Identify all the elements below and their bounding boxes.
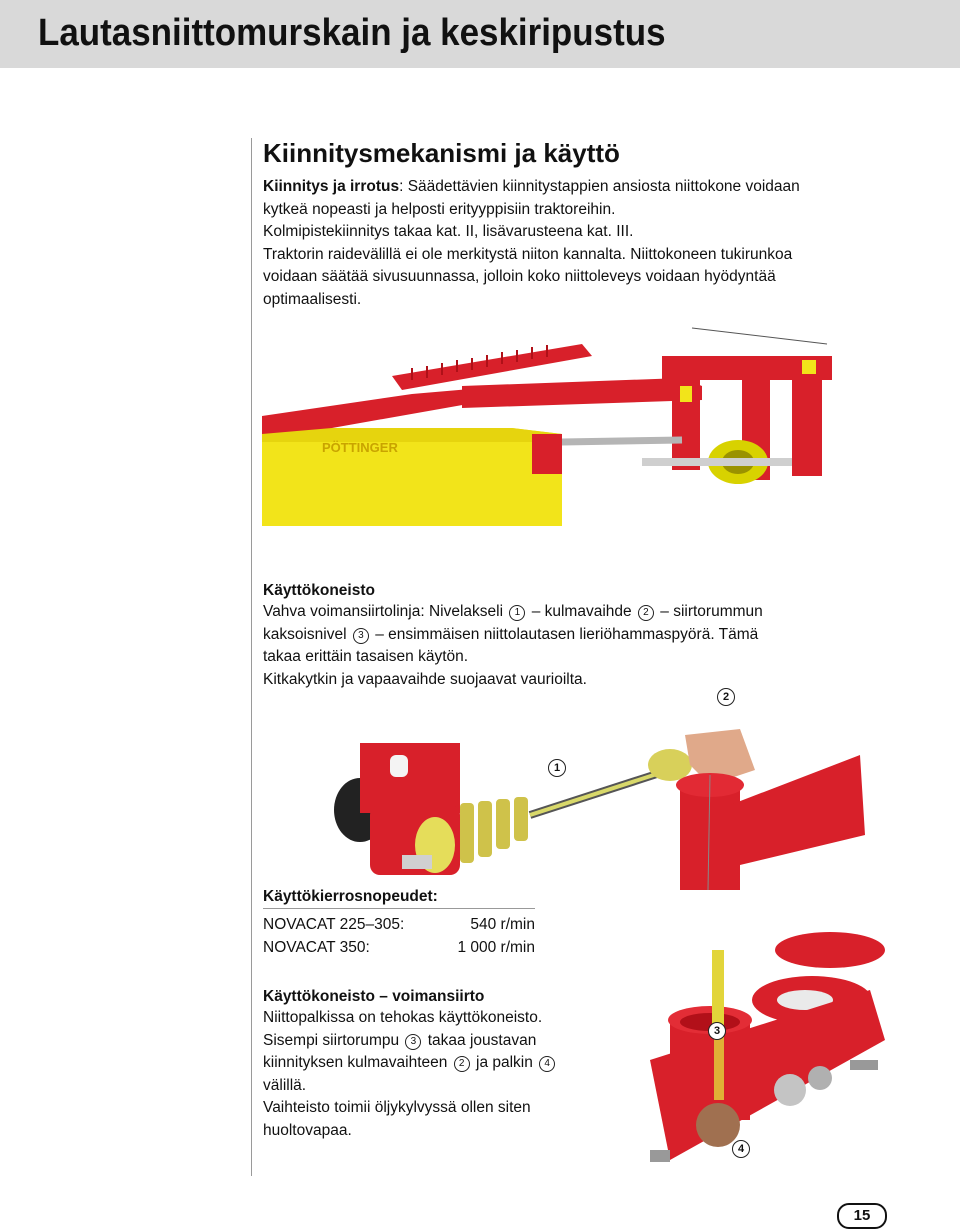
section-heading-transmission: Käyttökoneisto – voimansiirto xyxy=(263,988,485,1005)
callout-marker-4: 4 xyxy=(539,1056,555,1072)
page-number: 15 xyxy=(837,1203,887,1229)
cutterbar-photo xyxy=(630,930,892,1178)
lead-label: Kiinnitys ja irrotus xyxy=(263,178,400,195)
callout-1-pto-shaft: 1 xyxy=(548,759,566,777)
callout-marker-3: 3 xyxy=(405,1034,421,1050)
drive-paragraph: Vahva voimansiirtolinja: Nivelakseli 1 – kulmavaihde 2 – siirtorummun kaksoisnivel 3 – ensimmäisen niittolautasen lieriöhammaspyörä. Tämä takaa erittäin tasaisen käytön. Kitkakytkin ja vapaavaihde suojaavat vaurioilta. xyxy=(263,603,763,688)
attachment-paragraph: Kiinnitys ja irrotus: Säädettävien kiinnitystappien ansiosta niittokone voidaan kytkeä nopeasti ja helposti erityyppisiin traktoreihin. Kolmipistekiinnitys takaa kat. II, lisävarusteena kat. III. Traktorin raidevälillä ei ole merkitystä niiton kannalta. Niittokoneen tukirunkoa voidaan säätää sivusuunnassa, jolloin koko niittoleveys voidaan hyödyntää optimaalisesti. xyxy=(263,178,800,308)
drive-speed-table xyxy=(263,888,535,959)
section-heading-drive: Käyttökoneisto xyxy=(263,582,375,599)
callout-marker-2: 2 xyxy=(638,605,654,621)
brand-logo-text: PÖTTINGER xyxy=(322,440,398,455)
driveline-photo xyxy=(330,715,865,890)
yellow-cover xyxy=(262,428,562,526)
callout-marker-3: 3 xyxy=(353,628,369,644)
speed-table-heading: Käyttökierrosnopeudet: xyxy=(263,888,535,909)
callout-marker-1: 1 xyxy=(509,605,525,621)
speed-row: NOVACAT 350: 1 000 r/min xyxy=(263,939,535,956)
callout-4-cutterbar: 4 xyxy=(732,1140,750,1158)
callout-3-transfer-drum: 3 xyxy=(708,1022,726,1040)
column-divider xyxy=(251,138,252,1176)
callout-2-gearbox: 2 xyxy=(717,688,735,706)
mower-frame-photo xyxy=(262,316,832,526)
callout-marker-2: 2 xyxy=(454,1056,470,1072)
page-header xyxy=(0,0,960,68)
speed-row: NOVACAT 225–305: 540 r/min xyxy=(263,916,535,933)
page-title: Lautasniittomurskain ja keskiripustus xyxy=(38,12,666,54)
transmission-paragraph: Niittopalkissa on tehokas käyttökoneisto. Sisempi siirtorumpu 3 takaa joustavan kiinnityksen kulmavaihteen 2 ja palkin 4 välillä. Vaihteisto toimii öljykylvyssä ollen siten huoltovapaa. xyxy=(263,1007,557,1142)
section-heading-attachment: Kiinnitysmekanismi ja käyttö xyxy=(263,138,620,168)
